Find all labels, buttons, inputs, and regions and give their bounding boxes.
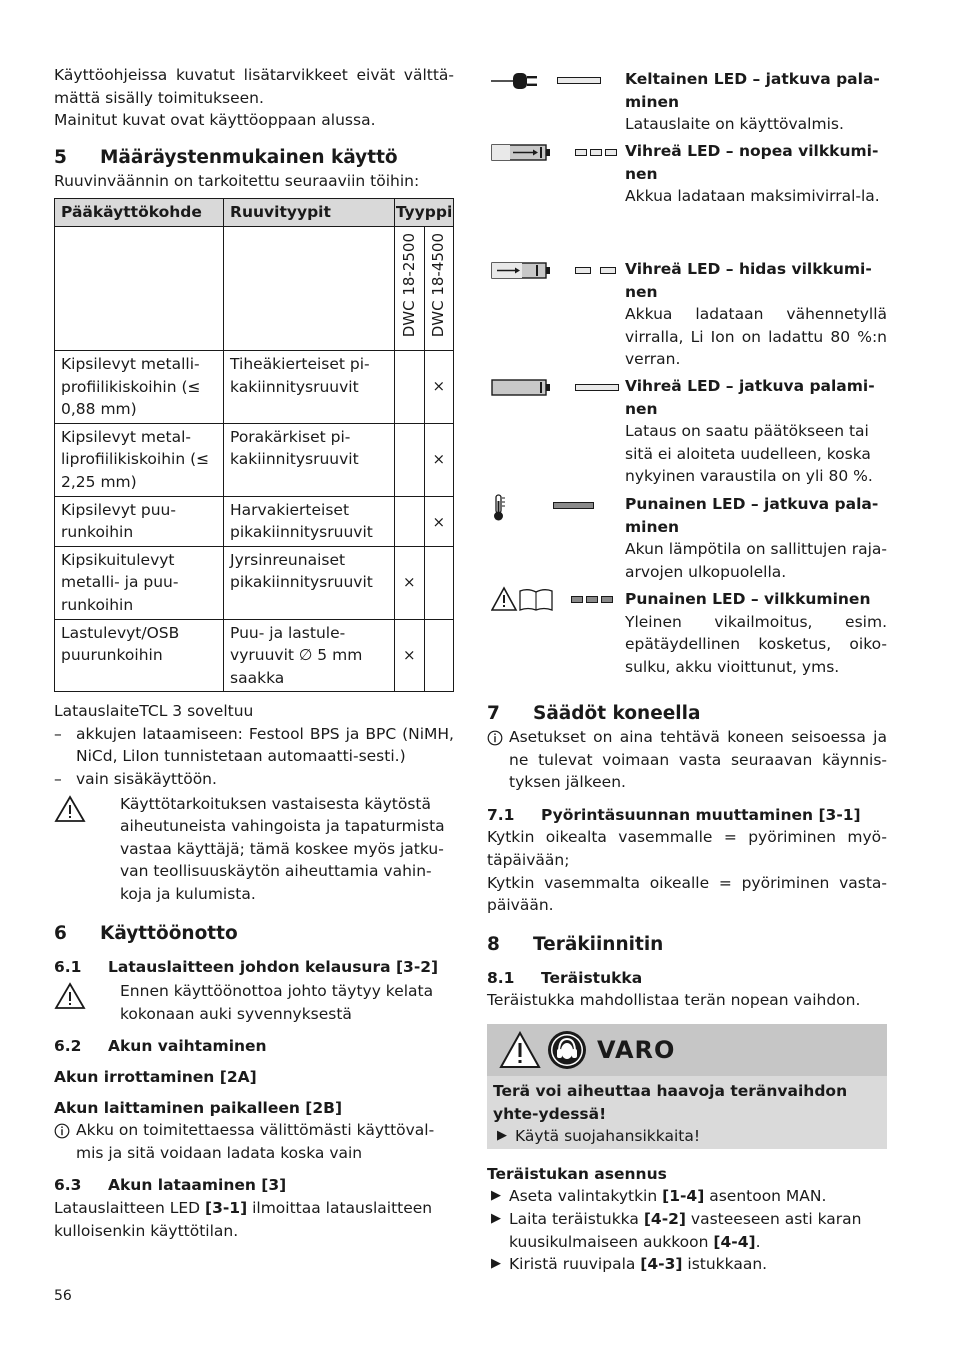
usage-table [54,198,454,692]
caution-box [487,1024,887,1149]
battery-fast-icon [491,144,553,162]
paragraph: Kytkin vasemmalta oikealle = pyöriminen vasta-päivään. [487,873,887,915]
list-item: ▶ Laita teräistukka [4-2] vasteeseen asti karan kuusikulmaiseen aukkoon [4-4]. [487,1208,887,1253]
triangle-arrow-icon: ▶ [491,1210,501,1226]
list-item: ▶ Aseta valintakytkin [1-4] asentoon MAN. [487,1185,887,1208]
left-column [54,64,454,1242]
led-row-green-solid: Vihreä LED – jatkuva palami-nen Lataus on saatu päätökseen tai sitä ei aloiteta uudelleen, koska nykyinen varaustila on yli 80 %. [487,375,887,493]
section-6-1-heading: 6.1 Latauslaitteen johdon kelausura [3-2] [54,957,439,976]
triangle-arrow-icon: ▶ [491,1188,501,1204]
led-row-green-fast: Vihreä LED – nopea vilkkumi-nen Akkua ladataan maksimivirral-la. [487,140,887,258]
right-column [487,68,887,1276]
section-8-heading: 8 Teräkiinnitin [487,933,664,955]
table-row: Lastulevyt/OSB puurunkoihin Puu- ja lastule-vyruuvit ∅ 5 mm saakka × [55,619,454,692]
intro-text: Käyttöohjeissa kuvatut lisätarvikkeet eivät välttä-mättä sisälly toimitukseen. [54,66,454,107]
led-row-green-slow: Vihreä LED – hidas vilkkumi-nen Akkua ladataan vähennetyllä virralla, Li Ion on ladattu 80 %:n verran. [487,258,887,375]
section-7-1-heading: 7.1 Pyörintäsuunnan muuttaminen [3-1] [487,805,861,824]
caution-hazard: Terä voi aiheuttaa haavoja teränvaihdon yhte-ydessä! [493,1081,848,1123]
caution-title: VARO [597,1035,676,1064]
table-row: Kipsilevyt metal-liprofiilikiskoihin (≤ 2,25 mm) Porakärkiset pi-kakiinnitysruuvit × [55,423,454,496]
led-row-red-blink: Punainen LED – vilkkuminen Yleinen vikailmoitus, esim. epätäydellinen kosketus, oiko-sulku, akku vioittunut, yms. [487,588,887,692]
battery-slow-icon [491,262,553,280]
model-label: DWC 18-4500 [429,232,448,338]
list-item: – vain sisäkäyttöön. [54,770,217,789]
led-slow-blink-indicator [575,267,619,275]
section-5-heading: 5 Määräystenmukainen käyttö [54,146,398,168]
led-fast-blink-indicator [575,149,619,157]
triangle-arrow-icon: ▶ [491,1256,501,1272]
info-note: Asetukset on aina tehtävä koneen seisoessa ja ne tulevat voimaan vasta seuraavan käynnis-tyksen jälkeen. [487,726,887,794]
triangle-arrow-icon: ▶ [497,1128,507,1144]
section-6-heading: 6 Käyttöönotto [54,922,238,944]
table-row: Kipsilevyt puu-runkoihin Harvakierteiset pikakiinnitysruuvit × [55,496,454,546]
paragraph: Kytkin oikealta vasemmalle = pyöriminen myö-täpäivään; [487,828,887,869]
battery-full-icon [491,379,553,397]
thermometer-icon [491,493,507,523]
table-model-row [55,226,454,350]
warning-note: Ennen käyttöönottoa johto täytyy kelata kokonaan auki syvennyksestä [54,980,454,1025]
section-5-lead: Ruuvinväännin on tarkoitettu seuraaviin töihin: [54,171,420,190]
section-6-3-text: Latauslaitteen LED [3-1] ilmoittaa latauslaitteen kulloisenkin käyttötilan. [54,1198,433,1240]
subheading: Akun irrottaminen [2A] [54,1068,257,1086]
table-row: Kipsilevyt metalli-profiilikiskoihin (≤ 0,88 mm) Tiheäkierteiset pi-kakiinnitysruuvit × [55,350,454,423]
paragraph: Teräistukka mahdollistaa terän nopean vaihdon. [487,991,861,1010]
table-row: Kipsikuitulevyt metalli- ja puu-runkoihin Jyrsinreunaiset pikakiinnitysruuvit × [55,546,454,619]
warning-note: Käyttötarkoituksen vastaisesta käytöstä aiheutuneista vahingoista ja tapaturmista vastaa käyttäjä; tämä koskee myös jatku-van teollisuuskäytön aiheuttamia vahin-koja ja kulumista. [54,793,454,906]
intro-text-2: Mainitut kuvat ovat käyttöoppaan alussa. [54,111,376,130]
section-7-heading: 7 Säädöt koneella [487,703,701,724]
model-label: DWC 18-2500 [400,232,419,338]
table-header [55,199,454,227]
page-number: 56 [54,1288,72,1304]
led-row-red-solid: Punainen LED – jatkuva pala-minen Akun lämpötila on sallittujen raja-arvojen ulkopuolella. [487,493,887,588]
led-blink-indicator [571,596,615,604]
section-6-2-heading: 6.2 Akun vaihtaminen [54,1037,267,1056]
subheading: Akun laittaminen paikalleen [2B] [54,1098,343,1117]
subheading: Teräistukan asennus [487,1164,667,1183]
info-note: Akku on toimitettaessa välittömästi käyttöval-mis ja sitä voidaan ladata koska vain [54,1119,454,1164]
section-8-1-heading: 8.1 Teräistukka [487,968,643,987]
hearing-protection-icon [547,1030,587,1070]
section-6-3-heading: 6.3 Akun lataaminen [3] [54,1176,287,1195]
warning-icon [54,980,120,1025]
warning-icon [499,1031,541,1069]
header-use: Pääkäyttökohde [55,199,224,227]
header-type: Tyyppi [395,199,454,227]
warning-icon [54,793,120,906]
list-item: – akkujen lataamiseen: Festool BPS ja BPC (NiMH, NiCd, LiIon tunnistetaan automaatti-sesti.) [54,724,454,766]
warning-book-icon [491,586,557,612]
info-icon [487,726,509,794]
led-solid-indicator [553,502,597,510]
led-solid-indicator [575,384,619,392]
list-item: ▶ Kiristä ruuvipala [4-3] istukkaan. [487,1253,887,1276]
plug-icon [491,70,551,92]
charger-line: LatauslaiteTCL 3 soveltuu [54,702,254,721]
info-icon [54,1119,76,1164]
led-solid-indicator [557,77,601,85]
led-row-yellow: Keltainen LED – jatkuva pala-minen Latauslaite on käyttövalmis. [487,68,887,140]
header-screw: Ruuvityypit [224,199,395,227]
caution-action: ▶ Käytä suojahansikkaita! [493,1125,881,1148]
